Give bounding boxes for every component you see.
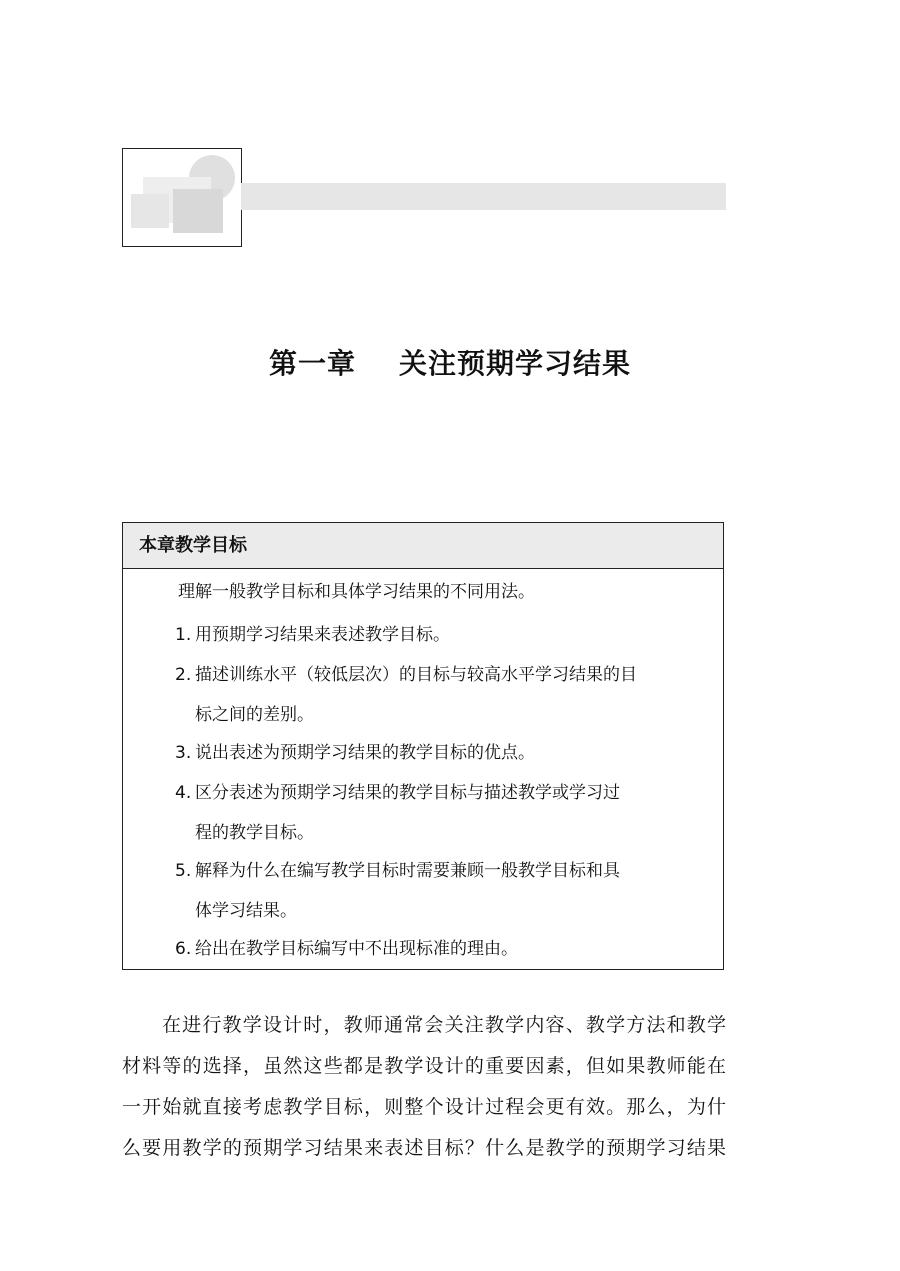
- objective-item: [175, 615, 695, 655]
- ornament-square: [173, 189, 223, 233]
- body-line: 材料等的选择，虽然这些都是教学设计的重要因素，但如果教师能在: [122, 1055, 726, 1077]
- objective-text-continued: 程的教学目标。: [195, 823, 314, 843]
- chapter-title: 第一章 关注预期学习结果: [269, 347, 631, 380]
- objectives-box: [122, 522, 724, 970]
- objective-item: [175, 851, 695, 931]
- objective-text: 用预期学习结果来表述教学目标。: [195, 625, 450, 645]
- objective-number: 5.: [175, 861, 192, 881]
- body-paragraph: [122, 1005, 726, 1169]
- chapter-ornament: [122, 148, 242, 247]
- objectives-header: 本章教学目标: [123, 523, 723, 569]
- body-line: 一开始就直接考虑教学目标，则整个设计过程会更有效。那么，为什: [122, 1096, 726, 1118]
- objective-text: 说出表述为预期学习结果的教学目标的优点。: [195, 743, 535, 763]
- objective-number: 2.: [175, 665, 192, 685]
- objectives-intro: 理解一般教学目标和具体学习结果的不同用法。: [178, 582, 535, 602]
- objective-number: 3.: [175, 743, 192, 763]
- objective-text: 给出在教学目标编写中不出现标准的理由。: [195, 939, 518, 959]
- objective-text: 区分表述为预期学习结果的教学目标与描述教学或学习过: [195, 783, 620, 803]
- objective-number: 1.: [175, 625, 192, 645]
- objective-text: 描述训练水平（较低层次）的目标与较高水平学习结果的目: [195, 665, 637, 685]
- objective-text-continued: 标之间的差别。: [195, 705, 314, 725]
- objective-number: 6.: [175, 939, 192, 959]
- objective-number: 4.: [175, 783, 192, 803]
- objective-text-continued: 体学习结果。: [195, 901, 297, 921]
- chapter-header-bar: [241, 183, 726, 210]
- body-line: 在进行教学设计时，教师通常会关注教学内容、教学方法和教学: [162, 1014, 726, 1036]
- ornament-square: [131, 194, 169, 228]
- objective-item: [175, 655, 695, 735]
- objective-item: [175, 733, 695, 773]
- objective-text: 解释为什么在编写教学目标时需要兼顾一般教学目标和具: [195, 861, 620, 881]
- body-line: 么要用教学的预期学习结果来表述目标？什么是教学的预期学习结果: [122, 1137, 726, 1159]
- objective-item: [175, 773, 695, 853]
- objective-item: [175, 929, 695, 969]
